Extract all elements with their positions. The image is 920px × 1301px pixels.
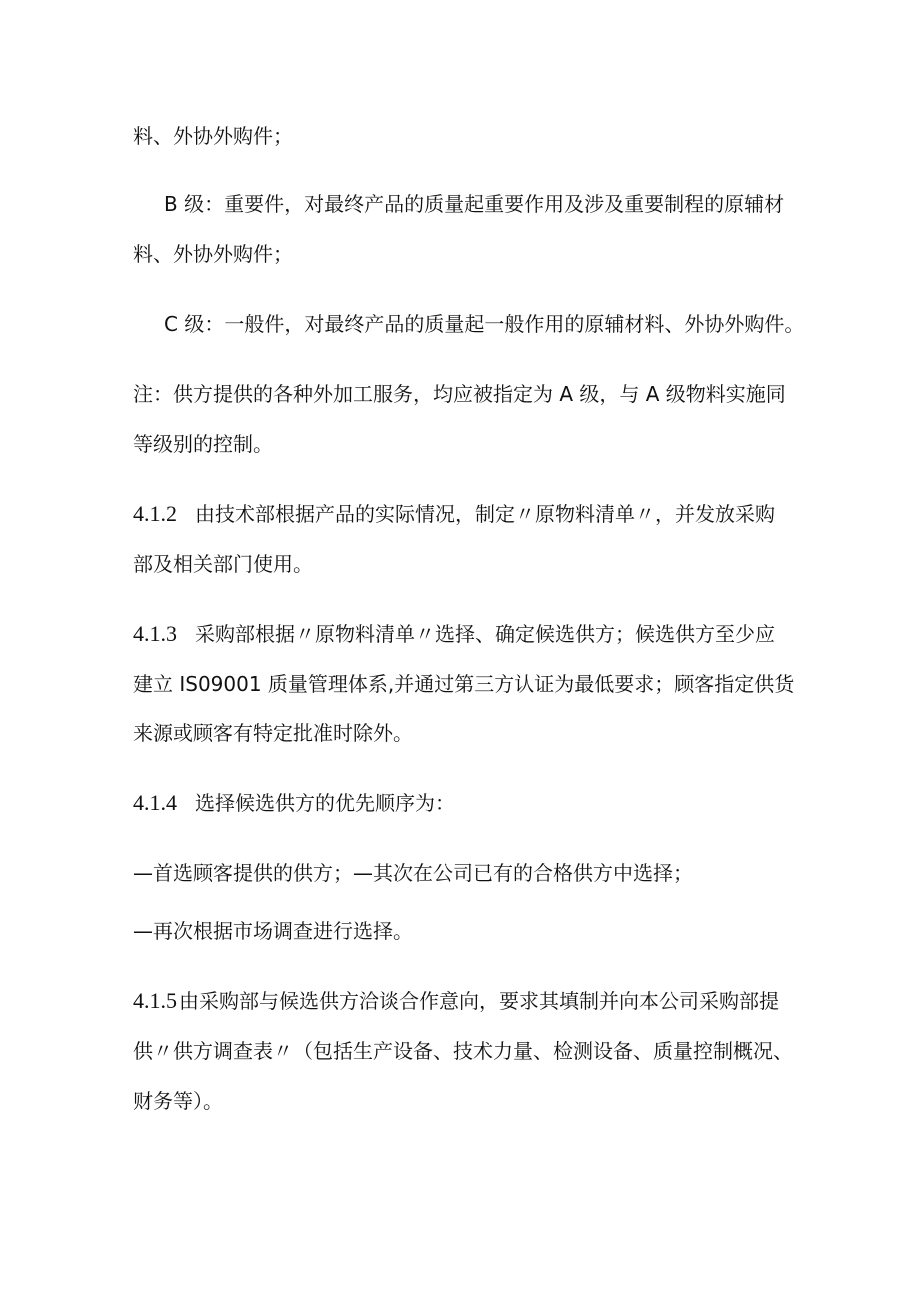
section-number: 4.1.2 xyxy=(133,501,177,526)
text-line xyxy=(133,917,413,945)
text-line xyxy=(133,500,775,528)
text-line xyxy=(133,789,455,817)
text-line xyxy=(133,122,293,150)
line-text: 部及相关部门使用。 xyxy=(133,552,313,576)
line-text: 由采购部与候选供方洽谈合作意向，要求其填制并向本公司采购部提 xyxy=(179,989,779,1013)
text-line xyxy=(133,719,413,747)
text-line xyxy=(164,190,784,218)
section-number: 4.1.4 xyxy=(133,790,177,815)
text-line xyxy=(133,620,775,648)
line-text: —首选顾客提供的供方；—其次在公司已有的合格供方中选择； xyxy=(133,861,693,885)
line-text: 建立 IS09001 质量管理体系,并通过第三方认证为最低要求；顾客指定供货 xyxy=(133,672,795,696)
line-text: —再次根据市场调查进行选择。 xyxy=(133,919,413,943)
text-line xyxy=(133,1037,793,1065)
line-text: 等级别的控制。 xyxy=(133,432,273,456)
line-text: 供〃供方调查表〃（包括生产设备、技术力量、检测设备、质量控制概况、 xyxy=(133,1039,793,1063)
section-number: 4.1.5 xyxy=(133,988,177,1013)
line-text: 采购部根据〃原物料清单〃选择、确定候选供方；候选供方至少应 xyxy=(195,622,775,646)
line-text: 选择候选供方的优先顺序为： xyxy=(195,791,455,815)
line-text: 料、外协外购件； xyxy=(133,242,293,266)
line-text: B 级：重要件，对最终产品的质量起重要作用及涉及重要制程的原辅材 xyxy=(164,192,785,216)
line-text: 由技术部根据产品的实际情况，制定〃原物料清单〃，并发放采购 xyxy=(195,502,775,526)
line-text: C 级：一般件，对最终产品的质量起一般作用的原辅材料、外协外购件。 xyxy=(164,312,805,336)
section-number: 4.1.3 xyxy=(133,621,177,646)
text-line xyxy=(133,670,794,698)
line-text: 来源或顾客有特定批准时除外。 xyxy=(133,721,413,745)
line-text: 注：供方提供的各种外加工服务，均应被指定为 A 级，与 A 级物料实施同 xyxy=(133,382,786,406)
text-line xyxy=(133,430,273,458)
text-line xyxy=(133,987,779,1015)
text-line xyxy=(133,550,313,578)
line-text: 料、外协外购件； xyxy=(133,124,293,148)
text-line xyxy=(133,240,293,268)
line-text: 财务等）。 xyxy=(133,1089,223,1113)
text-line xyxy=(133,380,786,408)
text-line xyxy=(133,859,693,887)
text-line xyxy=(164,310,804,338)
text-line xyxy=(133,1087,223,1115)
